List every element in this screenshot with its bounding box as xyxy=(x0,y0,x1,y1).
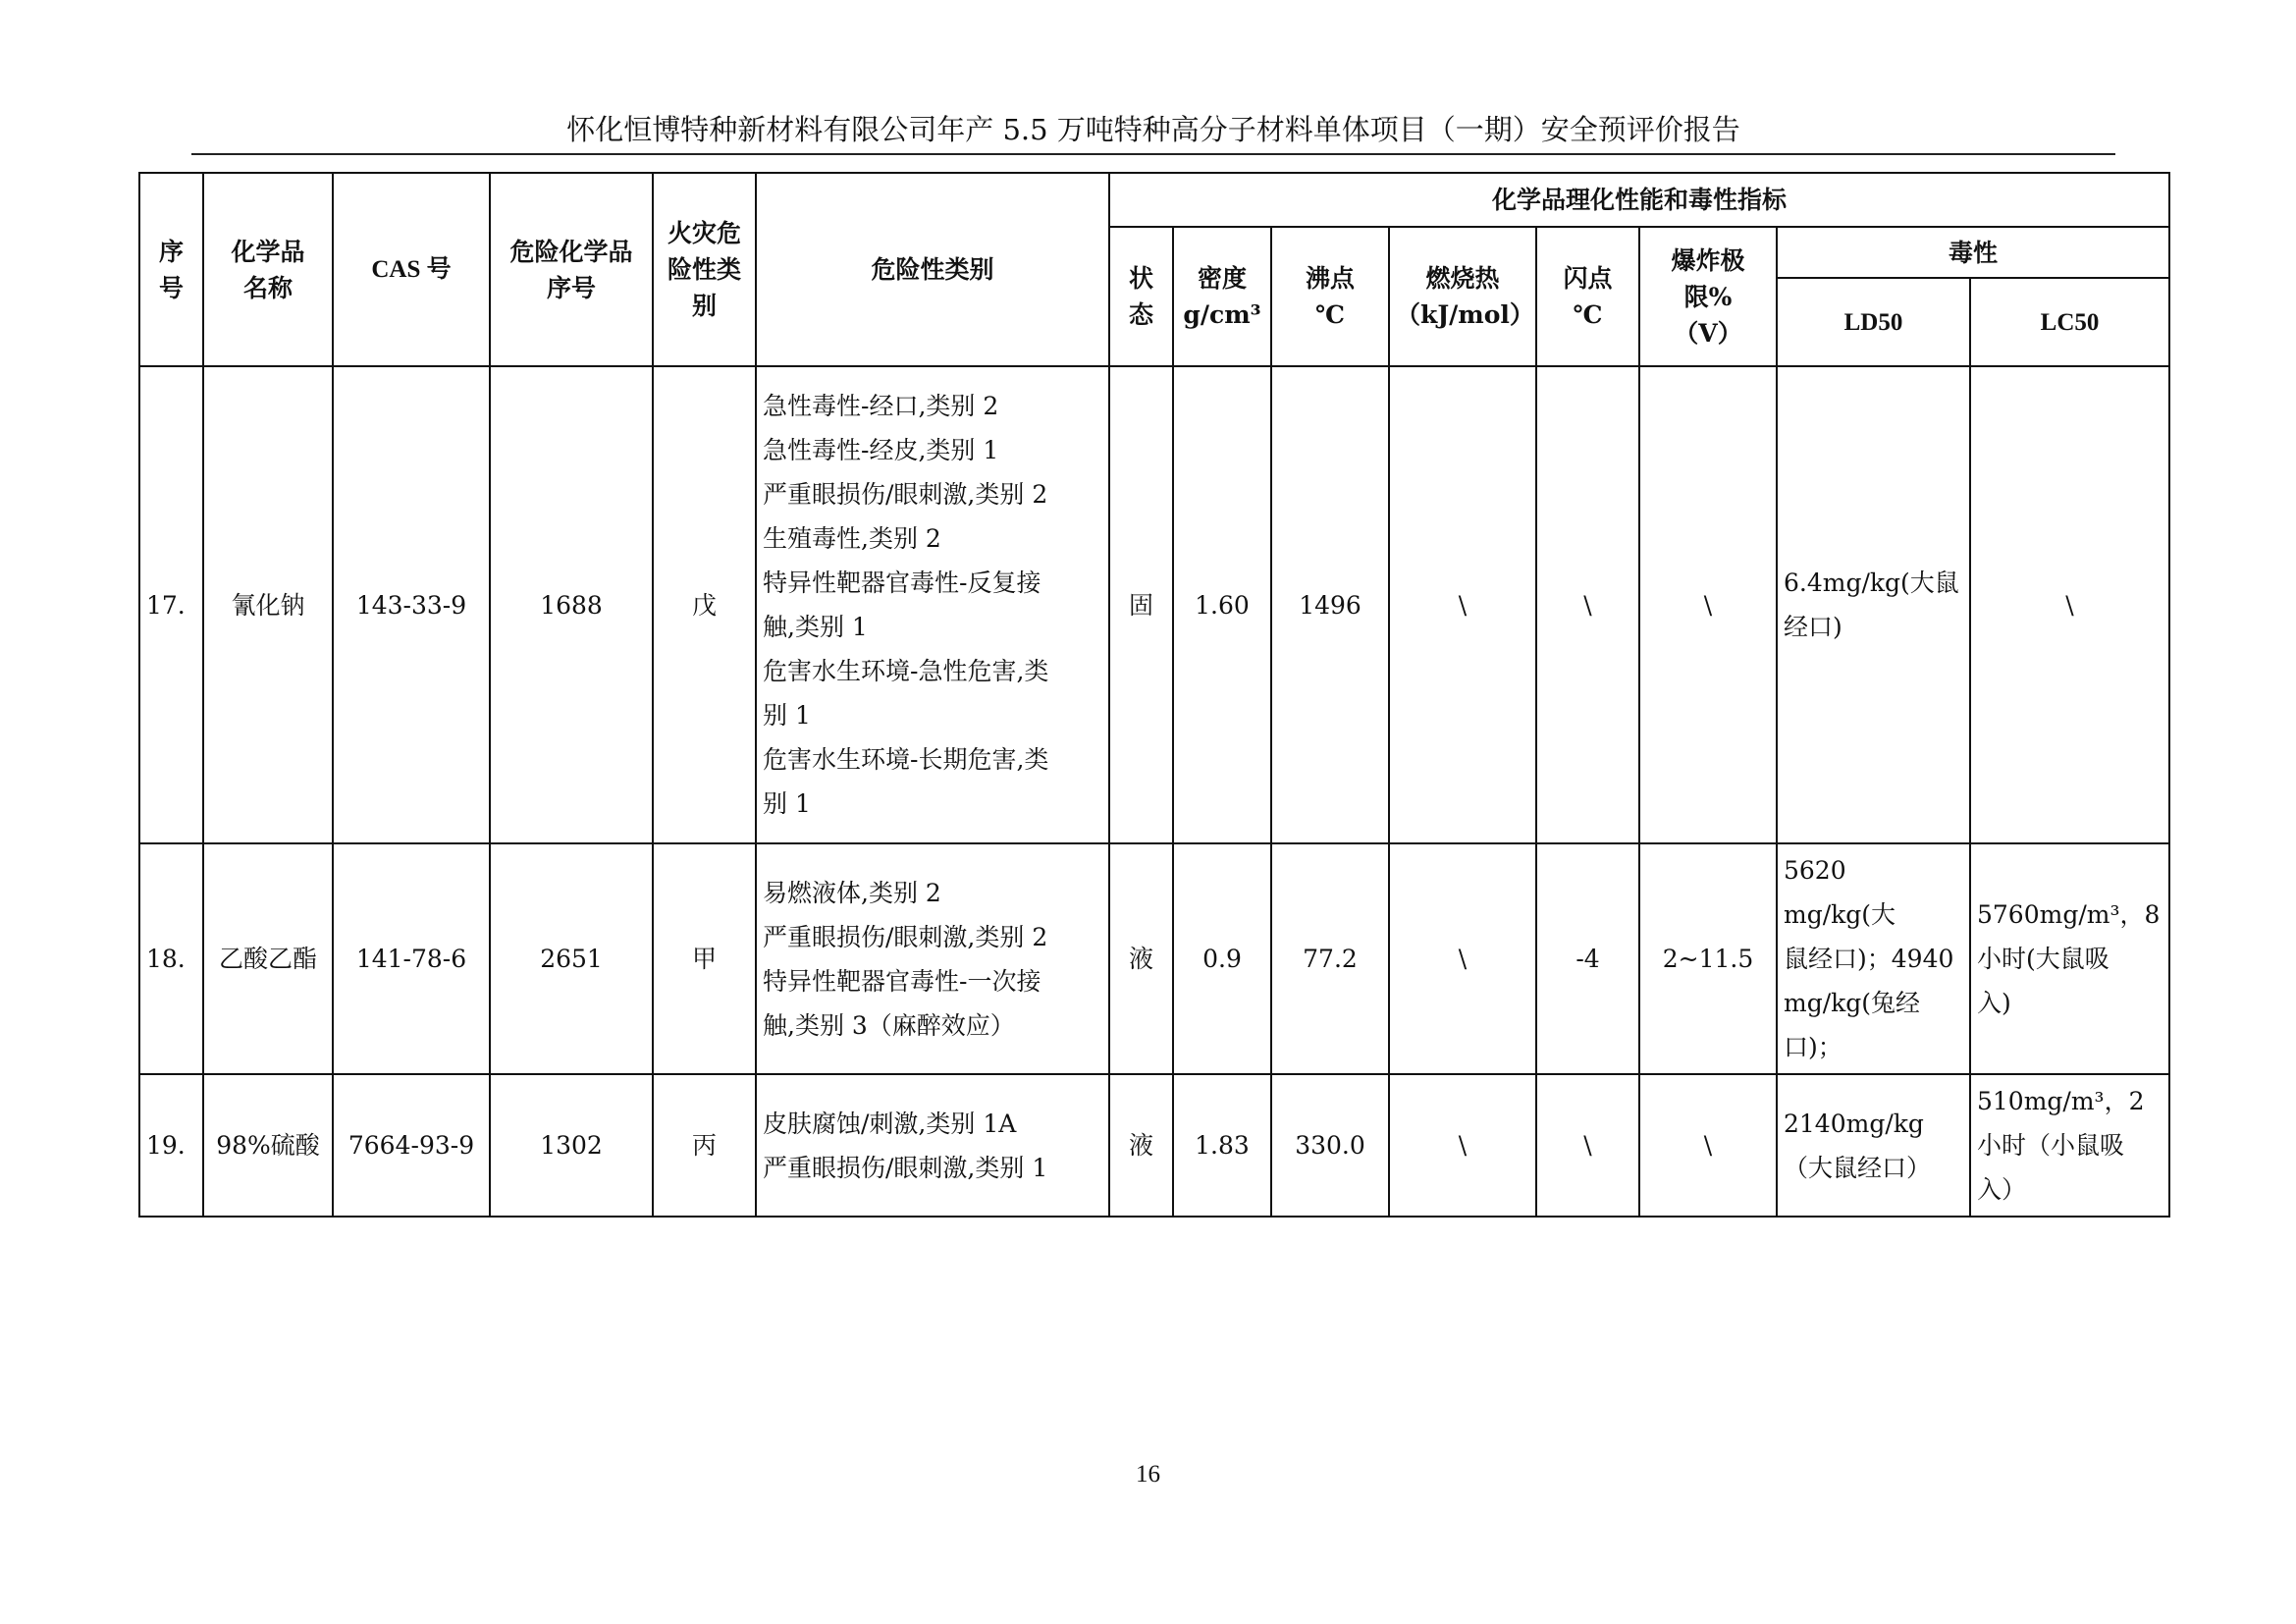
cell-ld50-line: 鼠经口)；4940 xyxy=(1784,945,1954,973)
cell-hazard-category-line: 易燃液体,类别 2 xyxy=(763,878,941,907)
cell-fire-class: 甲 xyxy=(653,843,756,1074)
cell-lc50 xyxy=(1970,843,2169,1074)
cell-combustion-heat: \ xyxy=(1389,366,1536,843)
cell-ld50-line: 2140mg/kg xyxy=(1784,1109,1924,1138)
cell-hazard-category-line: 严重眼损伤/眼刺激,类别 2 xyxy=(763,480,1048,509)
cell-state: 固 xyxy=(1109,366,1173,843)
cell-density: 1.83 xyxy=(1173,1074,1271,1217)
cell-fire-class: 丙 xyxy=(653,1074,756,1217)
cell-ld50-line: 经口) xyxy=(1784,613,1842,641)
cell-hazard-category xyxy=(756,1074,1109,1217)
cell-hazard-category-line: 危害水生环境-急性危害,类 xyxy=(763,657,1049,685)
cell-lc50-line: 510mg/m³，2 xyxy=(1977,1087,2145,1115)
header-hazard-number: 危险化学品 序号 xyxy=(490,173,653,366)
cell-cas: 141-78-6 xyxy=(333,843,490,1074)
cell-hazard-category-line: 严重眼损伤/眼刺激,类别 2 xyxy=(763,922,1048,951)
cell-lc50-line: 入） xyxy=(1977,1175,2027,1204)
cell-seq: 19. xyxy=(139,1074,203,1217)
cell-hazard-category xyxy=(756,843,1109,1074)
cell-combustion-heat: \ xyxy=(1389,1074,1536,1217)
cell-hazard-category-line: 急性毒性-经皮,类别 1 xyxy=(763,436,999,464)
header-lc50: LC50 xyxy=(1970,278,2169,366)
cell-boiling-point: 330.0 xyxy=(1271,1074,1389,1217)
cell-explosion-limit: \ xyxy=(1639,366,1777,843)
cell-chemical-name: 98%硫酸 xyxy=(203,1074,333,1217)
cell-cas: 143-33-9 xyxy=(333,366,490,843)
cell-hazard-category-line: 危害水生环境-长期危害,类 xyxy=(763,745,1049,774)
cell-hazard-category-line: 皮肤腐蚀/刺激,类别 1A xyxy=(763,1109,1017,1138)
header-chemical-name: 化学品 名称 xyxy=(203,173,333,366)
table-row xyxy=(139,366,2169,843)
document-header-title: 怀化恒博特种新材料有限公司年产 5.5 万吨特种高分子材料单体项目（一期）安全预评价报告 xyxy=(566,113,1740,146)
cell-state: 液 xyxy=(1109,1074,1173,1217)
cell-seq: 17. xyxy=(139,366,203,843)
header-density: 密度 g/cm³ xyxy=(1173,227,1271,366)
header-divider xyxy=(191,153,2115,155)
cell-hazard-category-line: 急性毒性-经口,类别 2 xyxy=(763,392,999,420)
header-cas: CAS 号 xyxy=(333,173,490,366)
header-flash-point: 闪点 ℃ xyxy=(1536,227,1639,366)
cell-boiling-point: 1496 xyxy=(1271,366,1389,843)
header-seq: 序 号 xyxy=(139,173,203,366)
page-number: 16 xyxy=(1136,1461,1160,1488)
cell-hazard-category-line: 生殖毒性,类别 2 xyxy=(763,524,941,553)
cell-flash-point: \ xyxy=(1536,366,1639,843)
cell-ld50-line: （大鼠经口） xyxy=(1784,1153,1932,1182)
header-fire-class: 火灾危 险性类 别 xyxy=(653,173,756,366)
cell-boiling-point: 77.2 xyxy=(1271,843,1389,1074)
cell-explosion-limit: 2~11.5 xyxy=(1639,843,1777,1074)
cell-lc50-line: 入) xyxy=(1977,989,2011,1017)
cell-ld50 xyxy=(1777,366,1970,843)
cell-lc50 xyxy=(1970,366,2169,843)
header-ld50: LD50 xyxy=(1777,278,1970,366)
cell-hazard-number: 1688 xyxy=(490,366,653,843)
cell-hazard-category-line: 别 1 xyxy=(763,789,811,818)
cell-hazard-category-line: 别 1 xyxy=(763,701,811,730)
header-state: 状 态 xyxy=(1109,227,1173,366)
header-toxicity: 毒性 xyxy=(1777,227,2169,278)
cell-hazard-category-line: 触,类别 3（麻醉效应） xyxy=(763,1010,1015,1040)
cell-density: 1.60 xyxy=(1173,366,1271,843)
header-combustion-heat: 燃烧热 （kJ/mol） xyxy=(1389,227,1536,366)
cell-lc50-line: 小时(大鼠吸 xyxy=(1977,945,2109,973)
cell-ld50-line: 5620 mg/kg(大 xyxy=(1784,856,1896,929)
cell-state: 液 xyxy=(1109,843,1173,1074)
cell-lc50-line: 小时（小鼠吸 xyxy=(1977,1131,2125,1160)
cell-lc50 xyxy=(1970,1074,2169,1217)
cell-hazard-number: 2651 xyxy=(490,843,653,1074)
cell-hazard-category-line: 特异性靶器官毒性-反复接 xyxy=(763,568,1041,597)
cell-combustion-heat: \ xyxy=(1389,843,1536,1074)
header-boiling-point: 沸点 ℃ xyxy=(1271,227,1389,366)
cell-hazard-number: 1302 xyxy=(490,1074,653,1217)
cell-fire-class: 戊 xyxy=(653,366,756,843)
header-explosion-limit: 爆炸极 限% （V） xyxy=(1639,227,1777,366)
cell-hazard-category-line: 特异性靶器官毒性-一次接 xyxy=(763,966,1041,996)
cell-lc50-line: \ xyxy=(2065,590,2074,620)
cell-flash-point: -4 xyxy=(1536,843,1639,1074)
cell-hazard-category-line: 触,类别 1 xyxy=(763,613,868,641)
table-row xyxy=(139,1074,2169,1217)
cell-cas: 7664-93-9 xyxy=(333,1074,490,1217)
cell-chemical-name: 乙酸乙酯 xyxy=(203,843,333,1074)
cell-lc50-line: 5760mg/m³，8 xyxy=(1977,900,2161,929)
header-hazard-category: 危险性类别 xyxy=(756,173,1109,366)
table-row xyxy=(139,843,2169,1074)
cell-density: 0.9 xyxy=(1173,843,1271,1074)
cell-flash-point: \ xyxy=(1536,1074,1639,1217)
cell-ld50 xyxy=(1777,1074,1970,1217)
cell-seq: 18. xyxy=(139,843,203,1074)
cell-chemical-name: 氰化钠 xyxy=(203,366,333,843)
cell-ld50-line: 口)； xyxy=(1784,1033,1842,1061)
chemical-properties-table xyxy=(138,172,2170,1218)
cell-explosion-limit: \ xyxy=(1639,1074,1777,1217)
cell-ld50-line: mg/kg(兔经 xyxy=(1784,989,1921,1017)
cell-ld50-line: 6.4mg/kg(大鼠 xyxy=(1784,568,1959,597)
header-properties-group: 化学品理化性能和毒性指标 xyxy=(1109,173,2169,227)
cell-ld50 xyxy=(1777,843,1970,1074)
cell-hazard-category xyxy=(756,366,1109,843)
cell-hazard-category-line: 严重眼损伤/眼刺激,类别 1 xyxy=(763,1153,1048,1182)
